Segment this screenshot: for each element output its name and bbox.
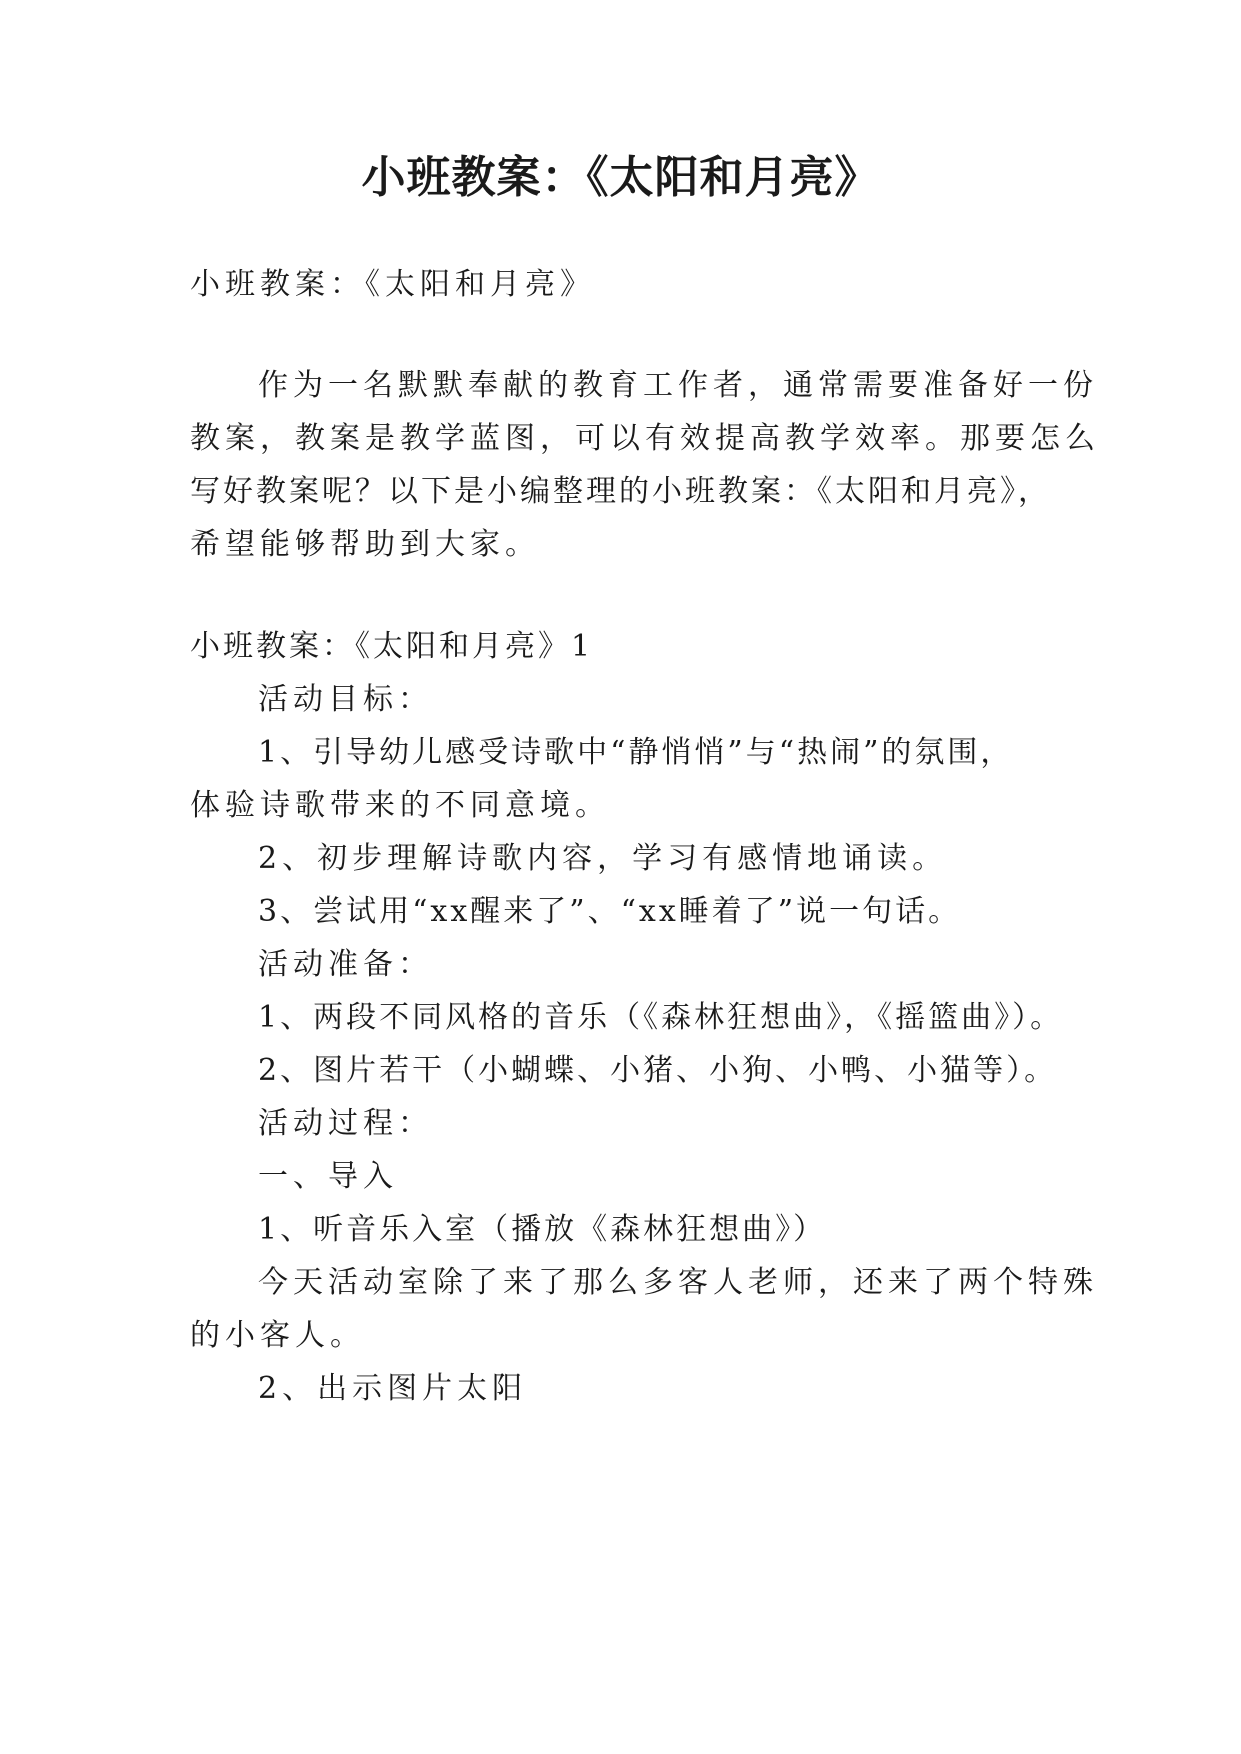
intro-line-1: 作为一名默默奉献的教育工作者，通常需要准备好一份 [258, 368, 1098, 403]
goal-3: 3、尝试用“xx醒来了”、“xx睡着了”说一句话。 [258, 894, 962, 929]
prep-item-2: 2、图片若干（小蝴蝶、小猪、小狗、小鸭、小猫等）。 [258, 1053, 1058, 1088]
process-part-1: 一、导入 [258, 1159, 398, 1194]
process-step-2: 2、出示图片太阳 [258, 1371, 528, 1406]
prep-item-1: 1、两段不同风格的音乐（《森林狂想曲》，《摇篮曲》）。 [258, 1000, 1064, 1035]
process-heading: 活动过程： [258, 1106, 433, 1141]
process-text-line-2: 的小客人。 [190, 1318, 365, 1353]
prep-heading: 活动准备： [258, 947, 433, 982]
intro-line-4: 希望能够帮助到大家。 [190, 527, 540, 562]
section-heading: 小班教案：《太阳和月亮》1 [190, 629, 594, 664]
process-step-1: 1、听音乐入室（播放《森林狂想曲》） [258, 1212, 827, 1247]
goal-1-line-2: 体验诗歌带来的不同意境。 [190, 788, 610, 823]
process-text-line-1: 今天活动室除了来了那么多客人老师，还来了两个特殊 [258, 1265, 1098, 1300]
goal-2: 2、初步理解诗歌内容，学习有感情地诵读。 [258, 841, 948, 876]
document-subtitle: 小班教案：《太阳和月亮》 [190, 267, 595, 302]
goals-heading: 活动目标： [258, 682, 433, 717]
intro-line-3: 写好教案呢？以下是小编整理的小班教案：《太阳和月亮》， [190, 474, 1051, 509]
intro-line-2: 教案，教案是教学蓝图，可以有效提高教学效率。那要怎么 [190, 421, 1100, 456]
document-title: 小班教案：《太阳和月亮》 [361, 152, 880, 203]
goal-1-line-1: 1、引导幼儿感受诗歌中“静悄悄”与“热闹”的氛围， [258, 735, 1014, 770]
